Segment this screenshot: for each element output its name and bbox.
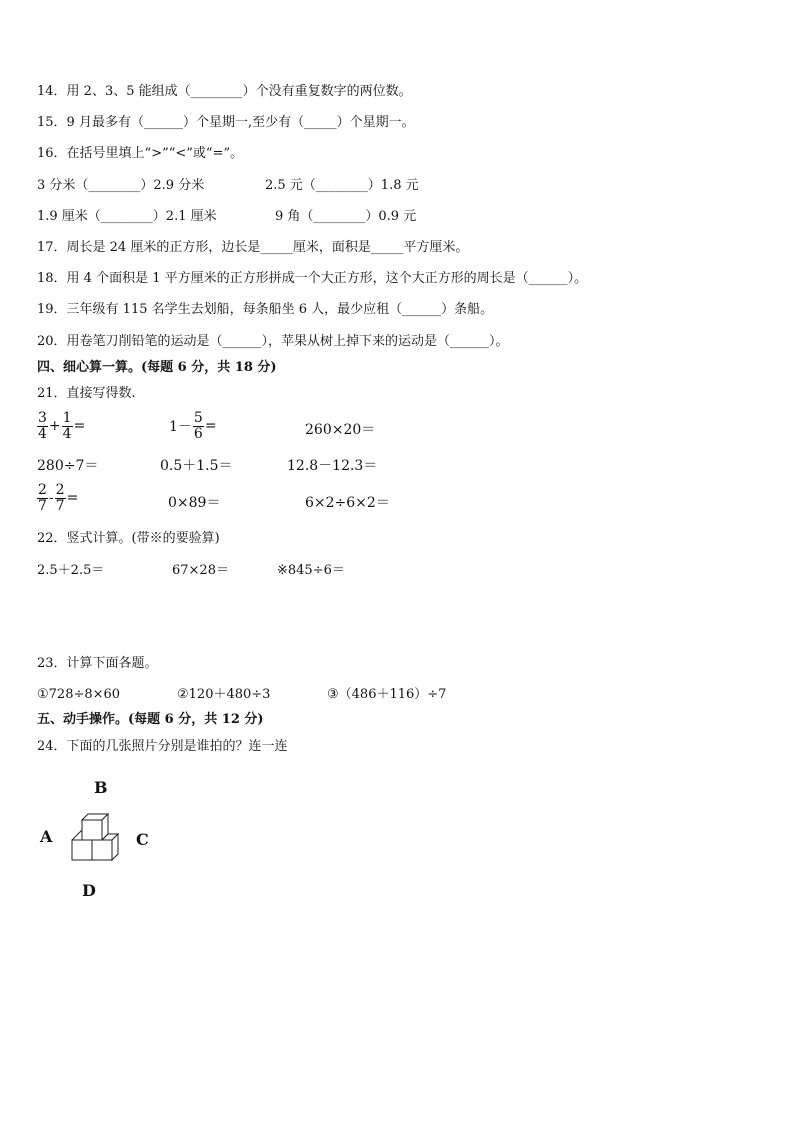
- question-24-title: 24．下面的几张照片分别是谁拍的？连一连: [37, 739, 288, 754]
- question-15: 15．9 月最多有（______）个星期一,至少有（_____）个星期一。: [37, 115, 415, 130]
- cube-face: [112, 834, 118, 860]
- q16-item-3: 1.9 厘米（________）2.1 厘米: [37, 209, 217, 224]
- fraction: $\frac{2}{7}$: [55, 482, 65, 514]
- fraction: $\frac{2}{7}$: [38, 482, 47, 514]
- question-18: 18．用 4 个面积是 1 平方厘米的正方形拼成一个大正方形，这个大正方形的周长是（______）。: [37, 271, 588, 286]
- view-label-d: D: [82, 881, 96, 900]
- q16-item-2: 2.5 元（________）1.8 元: [265, 178, 419, 193]
- question-16: 16．在括号里填上“>”“<”或“=”。: [37, 146, 244, 161]
- view-label-c: C: [136, 830, 149, 849]
- cube-stack-figure: [68, 808, 124, 868]
- question-14: 14．用 2、3、5 能组成（________）个没有重复数字的两位数。: [37, 84, 412, 99]
- q22-item-1: 2.5＋2.5＝: [37, 563, 105, 578]
- question-20: 20．用卷笔刀削铅笔的运动是（______），苹果从树上掉下来的运动是（______）。: [37, 334, 509, 349]
- q21-expr-zero-times: 0×89＝: [168, 495, 221, 511]
- section-4-heading: 四、细心算一算。(每题 6 分，共 18 分): [37, 360, 277, 375]
- question-19: 19．三年级有 115 名学生去划船，每条船坐 6 人，最少应租（______）条船。: [37, 302, 494, 317]
- q23-item-1: ①728÷8×60: [37, 687, 121, 702]
- question-17: 17．周长是 24 厘米的正方形，边长是_____厘米，面积是_____平方厘米。: [37, 240, 469, 255]
- q21-expr-divide: 280÷7＝: [37, 458, 99, 474]
- fraction: $\frac{5}{6}$: [193, 410, 203, 442]
- cube-edge: [72, 830, 82, 840]
- question-21-title: 21．直接写得数.: [37, 386, 136, 401]
- q21-expr-fraction-add: $\frac{3}{4}$ + $\frac{1}{4}$ =: [38, 410, 86, 442]
- q21-expr-mixed: 6×2÷6×2＝: [305, 495, 390, 511]
- question-23-title: 23．计算下面各题。: [37, 656, 158, 671]
- q22-item-3: ※845÷6＝: [277, 563, 345, 578]
- view-label-b: B: [94, 778, 108, 797]
- q23-item-2: ②120＋480÷3: [177, 687, 271, 702]
- q21-expr-decimal-add: 0.5＋1.5＝: [160, 458, 233, 474]
- q16-item-4: 9 角（________）0.9 元: [275, 209, 417, 224]
- question-22-title: 22．竖式计算。(带※的要验算): [37, 531, 220, 546]
- cube-face: [72, 840, 92, 860]
- q22-item-2: 67×28＝: [172, 563, 229, 578]
- cube-face: [92, 840, 112, 860]
- cube-face: [82, 820, 102, 840]
- q16-item-1: 3 分米（________）2.9 分米: [37, 178, 205, 193]
- section-5-heading: 五、动手操作。(每题 6 分，共 12 分): [37, 712, 264, 727]
- q21-expr-decimal-subtract: 12.8－12.3＝: [287, 458, 378, 474]
- q21-expr-fraction-subtract: $\frac{2}{7}$ - $\frac{2}{7}$ =: [38, 482, 79, 514]
- q23-item-3: ③（486＋116）÷7: [327, 687, 447, 702]
- view-label-a: A: [40, 827, 53, 846]
- q21-expr-multiply: 260×20＝: [305, 422, 376, 438]
- fraction: $\frac{3}{4}$: [38, 410, 47, 442]
- q21-expr-one-minus-fraction: 1－ $\frac{5}{6}$ =: [169, 410, 217, 442]
- fraction: $\frac{1}{4}$: [62, 410, 72, 442]
